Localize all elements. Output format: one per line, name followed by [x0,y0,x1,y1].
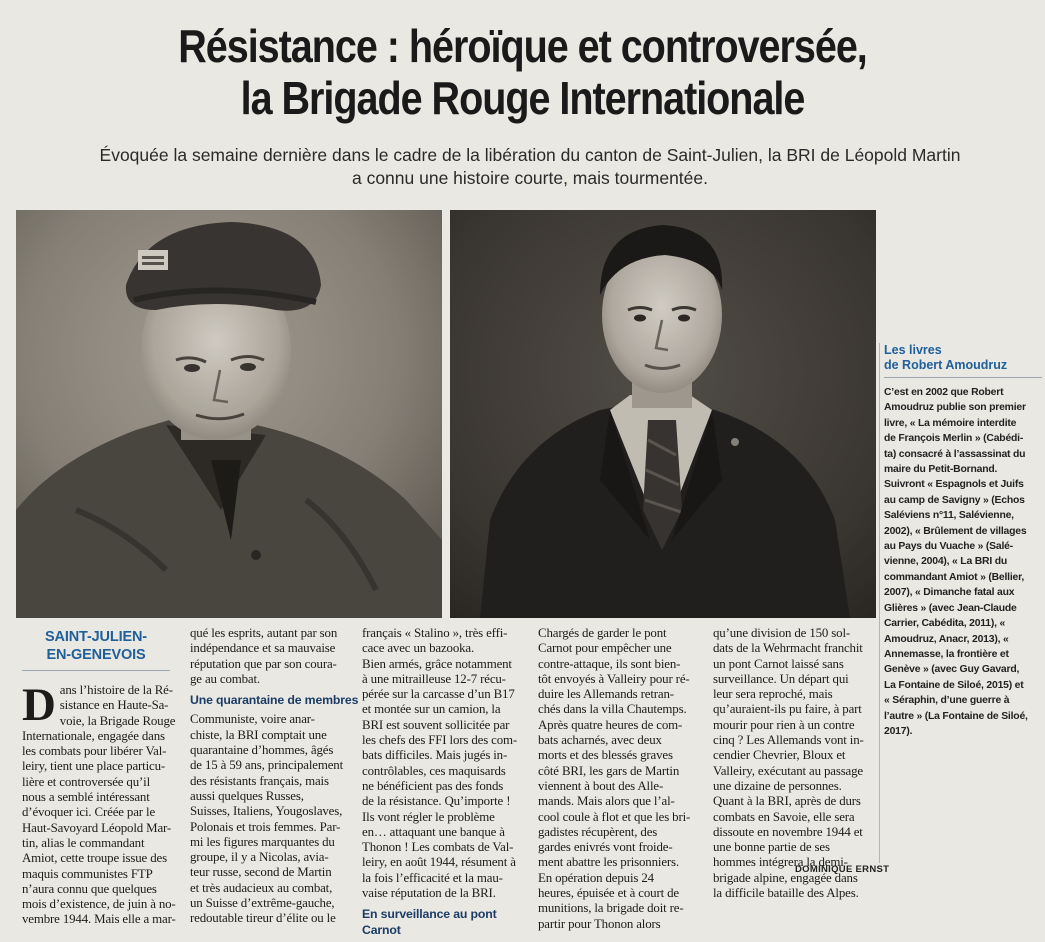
subheading-pont-carnot: En surveillance au pont Carnot [362,907,497,937]
column-5-text [713,626,881,901]
column-3-line: la fois l’efficacité et la mau- [362,870,503,885]
column-2-line: mi les figures marquantes du [190,834,335,849]
column-1-line: mois d’existence, de juin à no- [22,897,176,912]
photo-man-in-suit [450,210,876,618]
column-4-line: heures, épuisée et à court de [538,886,679,901]
sidebar-text-line: 2002), « Brûlement de villages [884,525,1027,537]
column-4-line: tôt envoyés à Valleiry pour ré- [538,671,690,686]
column-3-line: Thonon ! Les combats de Val- [362,840,514,855]
column-2-line: ge au combat. [190,671,260,686]
column-4-line: mands. Mais alors que l’al- [538,794,675,809]
column-5-line: dats de la Wehrmacht franchit [713,641,863,656]
column-2-text-b [190,712,360,926]
subheading-members: Une quarantaine de membres [190,693,359,708]
headline-line-2: la Brigade Rouge Internationale [240,72,805,124]
column-2-line: groupe, il y a Nicolas, avia- [190,850,329,865]
sidebar-text-line: Annemasse, la frontière et [884,648,1009,660]
column-4-line: En opération depuis 24 [538,870,654,885]
column-3-line: en… attaquant une banque à [362,824,505,839]
sidebar-text-line: vienne, 2004), « La BRI du [884,556,1007,568]
column-2-line: de 15 à 59 ans, principalement [190,758,344,773]
column-4-line: partir pour Thonon alors [538,916,661,931]
photo-man-in-beret [16,210,442,618]
column-2-line: chiste, la BRI comptait une [190,727,327,742]
column-2-line: et très audacieux au combat, [190,880,333,895]
column-2-line: quarantaine d’hommes, âgés [190,743,334,758]
article-column-4 [538,626,708,932]
column-4-line: munitions, la brigade doit re- [538,901,684,916]
column-5-line: cendier Chevrier, Bloux et [713,748,846,763]
locality-rule [22,670,170,671]
sidebar-text-line: C’est en 2002 que Robert [884,387,1004,398]
sidebar-text-line: au Pays du Vuache » (Salé- [884,541,1013,553]
sidebar-text-line: Suivront « Espagnols et Juifs [884,479,1024,491]
drop-cap: D [22,679,56,731]
column-2-line: qué les esprits, autant par son [190,626,338,640]
column-3-text [362,626,532,901]
standfirst-line-1: Évoquée la semaine dernière dans le cadre de la libération du canton de Saint-Julien, la BRI de Léopold Martin [99,145,961,165]
column-3-line: à une mitrailleuse 12-7 récu- [362,671,506,686]
column-3-line: contrôlables, ces maquisards [362,763,506,778]
author-signature: DOMINIQUE ERNST [795,864,890,875]
column-3-line: et montée sur un camion, la [362,702,501,717]
column-1-line: lière et controversée qu’il [22,774,151,789]
column-4-line: Chargés de garder le pont [538,626,667,640]
column-4-line: côté BRI, les gars de Martin [538,763,680,778]
column-4-line: Après quatre heures de com- [538,717,683,732]
sidebar-text-line: au camp de Savigny » (Echos [884,494,1025,506]
sidebar-text-line: livre, « La mémoire interdite [884,417,1017,429]
sidebar-text-line: Genève » (avec Guy Gavard, [884,664,1020,676]
sidebar-title-line-2: de Robert Amoudruz [884,358,1008,372]
column-2-line: Suisses, Italiens, Yougoslaves, [190,804,343,819]
column-4-text [538,626,708,932]
sidebar-title-line-1: Les livres [884,343,942,357]
sidebar-text-line: Amoudruz, Anacr, 2013), « [884,633,1009,645]
column-2-line: un Suisse d’extrême-gauche, [190,896,335,911]
column-5-line: qu’auraient-ils pu faire, à part [713,702,862,717]
column-3-line: ne bénéficient pas des fonds [362,778,504,793]
column-1-line: nous a semblé intéressant [22,790,150,805]
sidebar-text-line: maire du Petit-Bornand. [884,464,998,476]
sidebar-text-line: « Séraphin, d’une guerre à [884,695,1010,707]
column-5-line: cinq ? Les Allemands vont in- [713,733,864,748]
column-3-line: de la résistance. Qu’importe ! [362,794,511,809]
article-column-2 [190,626,360,927]
column-4-line: ment abattre les prisonniers. [538,855,679,870]
article-column-1 [22,626,182,928]
column-5-line: Valleiry, exécutant au passage [713,763,863,778]
sidebar-text-line: Amoudruz publie son premier [884,402,1026,414]
column-5-line: brigade alpine, engagée dans [713,870,858,885]
locality-label [22,626,170,664]
column-3-line: les chefs des FFI lors des com- [362,733,518,748]
sidebar-text-line: La Fontaine de Siloé, 2015) et [884,679,1024,691]
column-1-line: vembre 1944. Mais elle a mar- [22,912,176,927]
headline [73,20,972,124]
column-1-line: leiry, tient une place particu- [22,759,166,774]
column-4-line: contre-attaque, ils sont bien- [538,656,681,671]
sidebar-books [884,343,1042,739]
column-5-line: leur sera reproché, mais [713,687,833,702]
standfirst-line-2: a connu une histoire courte, mais tourmentée. [351,168,709,188]
sidebar-text-line: Glières » (avec Jean-Claude [884,602,1017,614]
standfirst [90,144,970,190]
column-4-line: chés dans la villa Chautemps. [538,702,687,717]
column-4-line: viennent à bout des Alle- [538,778,664,793]
sidebar-text-line: Saléviens n°11, Salévienne, [884,510,1014,522]
column-1-line: n’aura connu que quelques [22,881,157,896]
column-5-line: combats en Savoie, elle sera [713,809,855,824]
sidebar-text [884,385,1042,739]
column-5-line: une dizaine de personnes. [713,778,842,793]
column-4-line: cool coule à flot et que les bri- [538,809,691,824]
column-3-line: pérée sur la carcasse d’un B17 [362,687,515,702]
column-3-line: Ils vont régler le problème [362,809,495,824]
column-4-line: morts et des blessés graves [538,748,673,763]
column-3-line: vaise réputation de la BRI. [362,886,496,901]
column-2-line: aussi quelques Russes, [190,788,304,803]
article-column-5 [713,626,881,901]
column-1-line: Internationale, engagée dans [22,728,165,743]
column-4-line: duire les Allemands retran- [538,687,674,702]
sidebar-text-line: de François Merlin » (Cabédi- [884,433,1024,445]
column-2-line: indépendance et sa mauvaise [190,641,336,656]
column-4-line: bats acharnés, avec deux [538,733,662,748]
article-column-3 [362,626,532,942]
sidebar-text-line: l’autre » (La Fontaine de Siloé, [884,710,1028,722]
column-1-line: Haut-Savoyard Léopold Mar- [22,820,172,835]
column-2-line: Polonais et trois femmes. Par- [190,819,341,834]
column-5-line: hommes intégrera la demi- [713,855,848,870]
column-3-line: cace avec un bazooka. [362,641,475,656]
headline-line-1: Résistance : héroïque et controversée, [178,20,867,72]
column-2-text-a [190,626,360,687]
column-5-line: dissoute en novembre 1944 et [713,824,863,839]
column-1-line: sistance en Haute-Sa- [59,698,169,713]
locality-line-2: EN-GENEVOIS [46,647,146,663]
sidebar-text-line: ta) consacré à l’assassinat du [884,448,1026,460]
sidebar-text-line: Carrier, Cabédita, 2011), « [884,618,1006,630]
column-5-line: Quant à la BRI, après de durs [713,794,861,809]
column-2-line: redoutable tireur d’élite ou le [190,911,336,926]
column-3-line: BRI est souvent sollicitée par [362,717,510,732]
column-4-line: gardes enivrés vont froide- [538,840,673,855]
column-3-line: Bien armés, grâce notamment [362,656,512,671]
column-1-line: maquis communistes FTP [22,866,153,881]
column-1-line: ans l’histoire de la Ré- [59,683,173,697]
column-4-line: gadistes récupèrent, des [538,824,658,839]
column-5-line: une bonne partie de ses [713,840,830,855]
column-2-line: réputation que par son coura- [190,656,337,671]
column-1-line: tin, alias le commandant [22,835,145,850]
column-5-line: la difficile bataille des Alpes. [713,886,859,901]
column-1-line: d’évoquer ici. Créée par le [22,805,156,820]
column-5-line: mourir pour rien à un contre [713,717,855,732]
column-1-line: voie, la Brigade Rouge [59,713,176,728]
column-4-line: Carnot pour empêcher une [538,641,672,656]
column-5-line: un pont Carnot laissé sans [713,656,844,671]
locality-line-1: SAINT-JULIEN- [45,629,147,645]
column-3-line: bats difficiles. Mais jugés in- [362,748,508,763]
sidebar-text-line: commandant Amiot » (Bellier, [884,571,1025,583]
column-5-line: surveillance. Un départ qui [713,671,849,686]
column-5-line: qu’une division de 150 sol- [713,626,851,640]
column-3-line: français « Stalino », très effi- [362,626,508,640]
column-1-line: Amiot, cette troupe issue des [22,851,167,866]
column-2-line: des résistants français, mais [190,773,329,788]
column-1-line: les combats pour libérer Val- [22,744,167,759]
sidebar-text-line: 2007), « Dimanche fatal aux [884,587,1015,599]
column-2-line: teur russe, second de Martin [190,865,332,880]
column-2-line: Communiste, voire anar- [190,712,315,727]
sidebar-text-line: 2017). [884,725,913,737]
column-3-line: leiry, en août 1944, résument à [362,855,516,870]
sidebar-title [884,343,1042,378]
